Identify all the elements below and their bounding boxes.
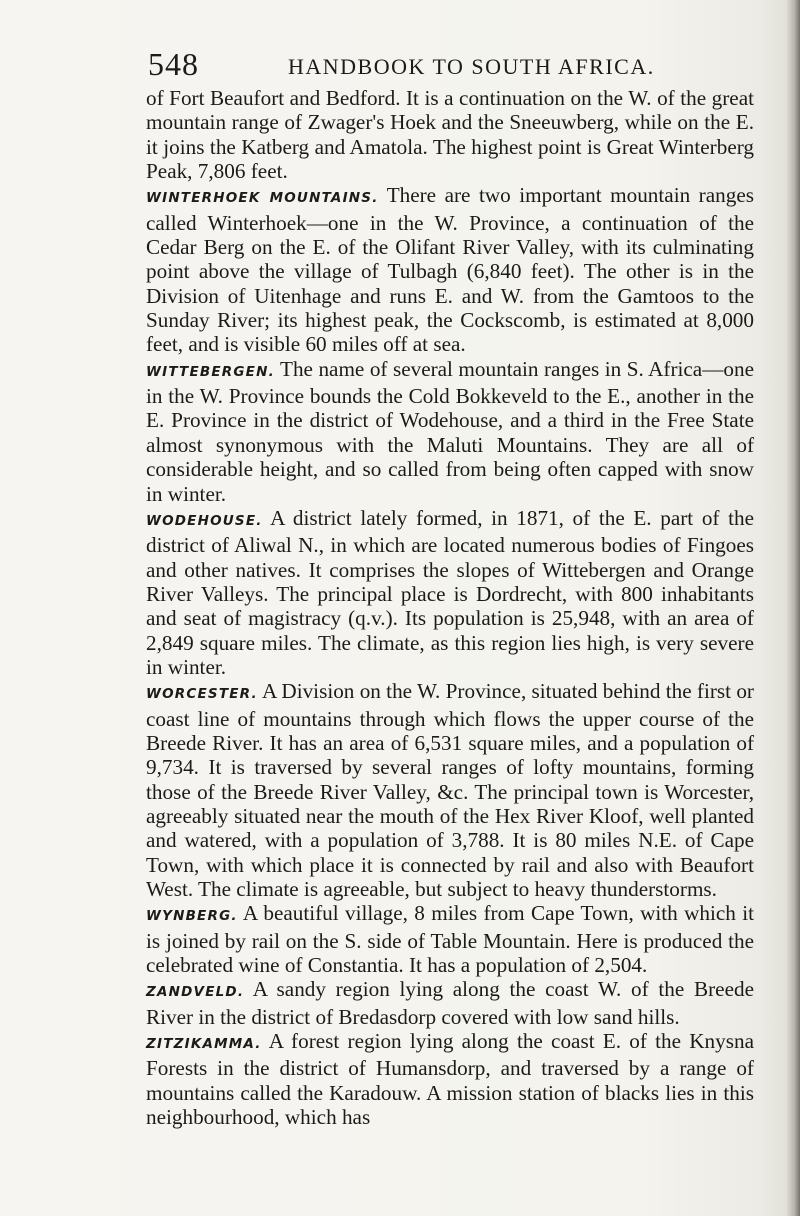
entry-zitzikamma [146,1029,754,1129]
entry-text: A beautiful village, 8 miles from Cape Town, with which it is joined by rail on the S. side of Table Mountain. Here is produced the celebrated wine of Constantia. It has a population of 2,504. [146,901,754,978]
entry-zandveld [146,977,754,1029]
entry-headword: WYNBERG. [146,908,238,925]
entry-headword: WITTEBERGEN. [146,363,275,380]
entry-text: A district lately formed, in 1871, of the E. part of the district of Aliwal N., in which are located numerous bodies of Fingoes and other natives. It comprises the slopes of Wittebergen and Orange River Valleys. The principal place is Dordrecht, with 800 inhabitants and seat of magistracy (q.v.). Its population is 25,948, with an area of 2,849 square miles. The climate, as this region lies high, is very severe in winter. [146,505,754,679]
entry-headword: ZANDVELD. [146,984,245,1001]
entry-headword: WODEHOUSE. [146,512,263,529]
continuation-paragraph: of Fort Beaufort and Bedford. It is a continuation on the W. of the great mountain range of Zwager's Hoek and the Sneeuwberg, while on the E. it joins the Katberg and Amatola. The highest point is Great Winterberg Peak, 7,806 feet. [146,86,754,184]
entry-headword: WINTERHOEK MOUNTAINS. [146,190,379,207]
page-header [148,44,748,84]
entry-text: A sandy region lying along the coast W. of the Breede River in the district of Bredasdorp covered with low sand hills. [146,977,754,1029]
entry-text: A Division on the W. Province, situated behind the first or coast line of mountains through which flows the upper course of the Breede River. It has an area of 6,531 square miles, and a population of 9,734. It is traversed by several ranges of lofty mountains, forming those of the Breede River Valley, &c. The principal town is Worcester, agreeably situated near the mouth of the Hex River Kloof, well planted and watered, with a population of 3,788. It is 80 miles N.E. of Cape Town, with which place it is connected by rail and also with Beaufort West. The climate is agreeable, but subject to heavy thunderstorms. [146,679,754,901]
entry-headword: WORCESTER. [146,686,258,703]
entry-worcester [146,679,754,901]
entry-wodehouse [146,506,754,679]
entry-text: There are two important mountain ranges called Winterhoek—one in the W. Province, a continuation of the Cedar Berg on the E. of the Olifant River Valley, with its culminating point above the village of Tulbagh (6,840 feet). The other is in the Division of Uitenhage and runs E. and W. from the Gamtoos to the Sunday River; its highest peak, the Cockscomb, is estimated at 8,000 feet, and is visible 60 miles off at sea. [146,183,754,357]
entry-winterhoek [146,183,754,356]
entry-wynberg [146,901,754,977]
entry-headword: ZITZIKAMMA. [146,1036,262,1053]
entry-text: The name of several mountain ranges in S. Africa—one in the W. Province bounds the Cold Bokkeveld to the E., another in the E. Province in the district of Wodehouse, and a third in the Free State almost synonymous with the Maluti Mountains. They are all of considerable height, and so called from being often capped with snow in winter. [146,356,754,506]
body-text [146,86,754,1129]
entry-wittebergen [146,357,754,506]
page-edge-shadow [786,0,800,1216]
running-title: HANDBOOK TO SOUTH AFRICA. [288,54,655,79]
entry-text: A forest region lying along the coast E. of the Knysna Forests in the district of Humansdorp, and traversed by a range of mountains called the Karadouw. A mission station of blacks lies in this neighbourhood, which has [146,1029,754,1130]
page-number: 548 [148,46,199,82]
